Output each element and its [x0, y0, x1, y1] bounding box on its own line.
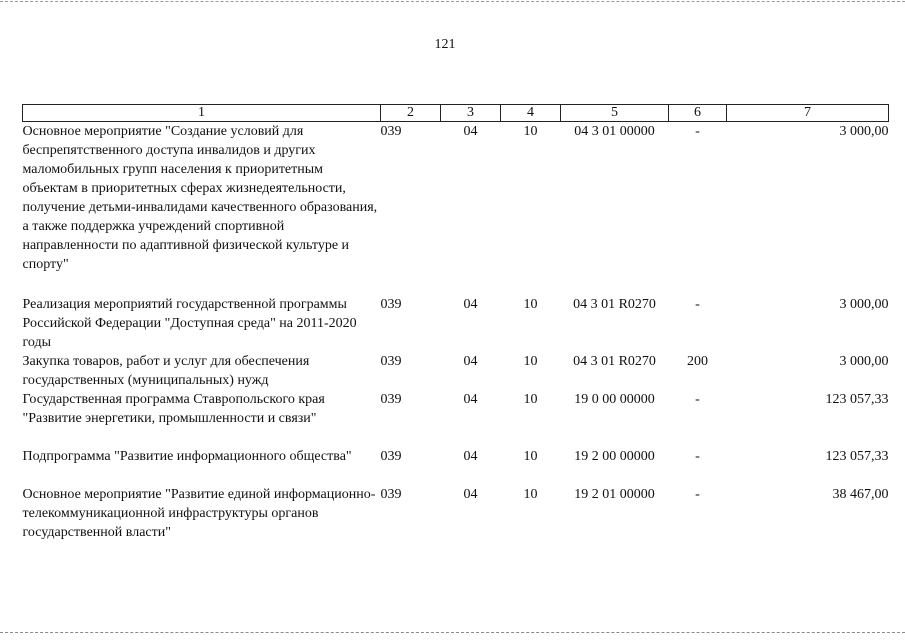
column-header-section: 3: [441, 105, 501, 122]
row-target-article: 04 3 01 R0270: [573, 354, 656, 369]
row-section: 04: [463, 392, 478, 407]
row-expense-type: -: [695, 487, 700, 502]
row-amount: 38 467,00: [832, 487, 889, 502]
budget-table: [22, 104, 889, 542]
row-amount: 3 000,00: [839, 354, 889, 369]
page-number: 121: [434, 37, 456, 52]
table-row: [23, 293, 889, 352]
row-grbs: 039: [380, 392, 402, 407]
row-name: Подпрограмма "Развитие информационного общества": [22, 449, 352, 464]
row-amount: 123 057,33: [825, 449, 889, 464]
row-section: 04: [463, 297, 478, 312]
row-target-article: 19 2 01 00000: [574, 487, 655, 502]
table-row: [23, 352, 889, 390]
row-grbs: 039: [380, 297, 402, 312]
row-subsection: 10: [523, 354, 538, 369]
row-section: 04: [463, 487, 478, 502]
row-expense-type: 200: [687, 354, 708, 369]
scan-edge-top: [0, 1, 905, 2]
row-target-article: 19 2 00 00000: [574, 449, 655, 464]
row-section: 04: [463, 354, 478, 369]
row-section: 04: [463, 124, 478, 139]
row-name: Закупка товаров, работ и услуг для обеспечения государственных (муниципальных) нужд: [22, 354, 310, 388]
column-header-grbs: 2: [381, 105, 441, 122]
table-row: [23, 447, 889, 485]
column-header-expense-type: 6: [669, 105, 727, 122]
row-subsection: 10: [523, 392, 538, 407]
row-section: 04: [463, 449, 478, 464]
row-grbs: 039: [380, 124, 402, 139]
row-grbs: 039: [380, 487, 402, 502]
row-target-article: 04 3 01 00000: [574, 124, 655, 139]
column-header-subsection: 4: [501, 105, 561, 122]
row-subsection: 10: [523, 297, 538, 312]
table-row: [23, 122, 889, 294]
row-name: Государственная программа Ставропольского края "Развитие энергетики, промышленности и связи": [22, 392, 325, 426]
row-expense-type: -: [695, 124, 700, 139]
row-subsection: 10: [523, 449, 538, 464]
row-amount: 3 000,00: [839, 124, 889, 139]
row-subsection: 10: [523, 487, 538, 502]
row-name: Реализация мероприятий государственной программы Российской Федерации "Доступная среда" на 2011-2020 годы: [22, 297, 357, 350]
scan-edge-bottom: [0, 632, 905, 633]
row-target-article: 19 0 00 00000: [574, 392, 655, 407]
column-header-name: 1: [23, 105, 381, 122]
row-grbs: 039: [380, 354, 402, 369]
row-target-article: 04 3 01 R0270: [573, 297, 656, 312]
column-header-amount: 7: [727, 105, 889, 122]
row-amount: 3 000,00: [839, 297, 889, 312]
row-subsection: 10: [523, 124, 538, 139]
row-name: Основное мероприятие "Создание условий для беспрепятственного доступа инвалидов и других маломобильных групп населения к приоритетным объектам в приоритетных сферах жизнедеятельности, получение детьми-инвалидами качественного образования, а также поддержка учреждений спортивной направленности по адаптивной физической культуре и спорту": [22, 124, 378, 272]
row-expense-type: -: [695, 449, 700, 464]
row-amount: 123 057,33: [825, 392, 889, 407]
table-row: [23, 485, 889, 542]
row-grbs: 039: [380, 449, 402, 464]
column-header-target-article: 5: [561, 105, 669, 122]
row-name: Основное мероприятие "Развитие единой информационно-телекоммуникационной инфраструктуры органов государственной власти": [22, 487, 376, 540]
row-expense-type: -: [695, 297, 700, 312]
table-header-row: [23, 105, 889, 122]
table-row: [23, 390, 889, 447]
row-expense-type: -: [695, 392, 700, 407]
